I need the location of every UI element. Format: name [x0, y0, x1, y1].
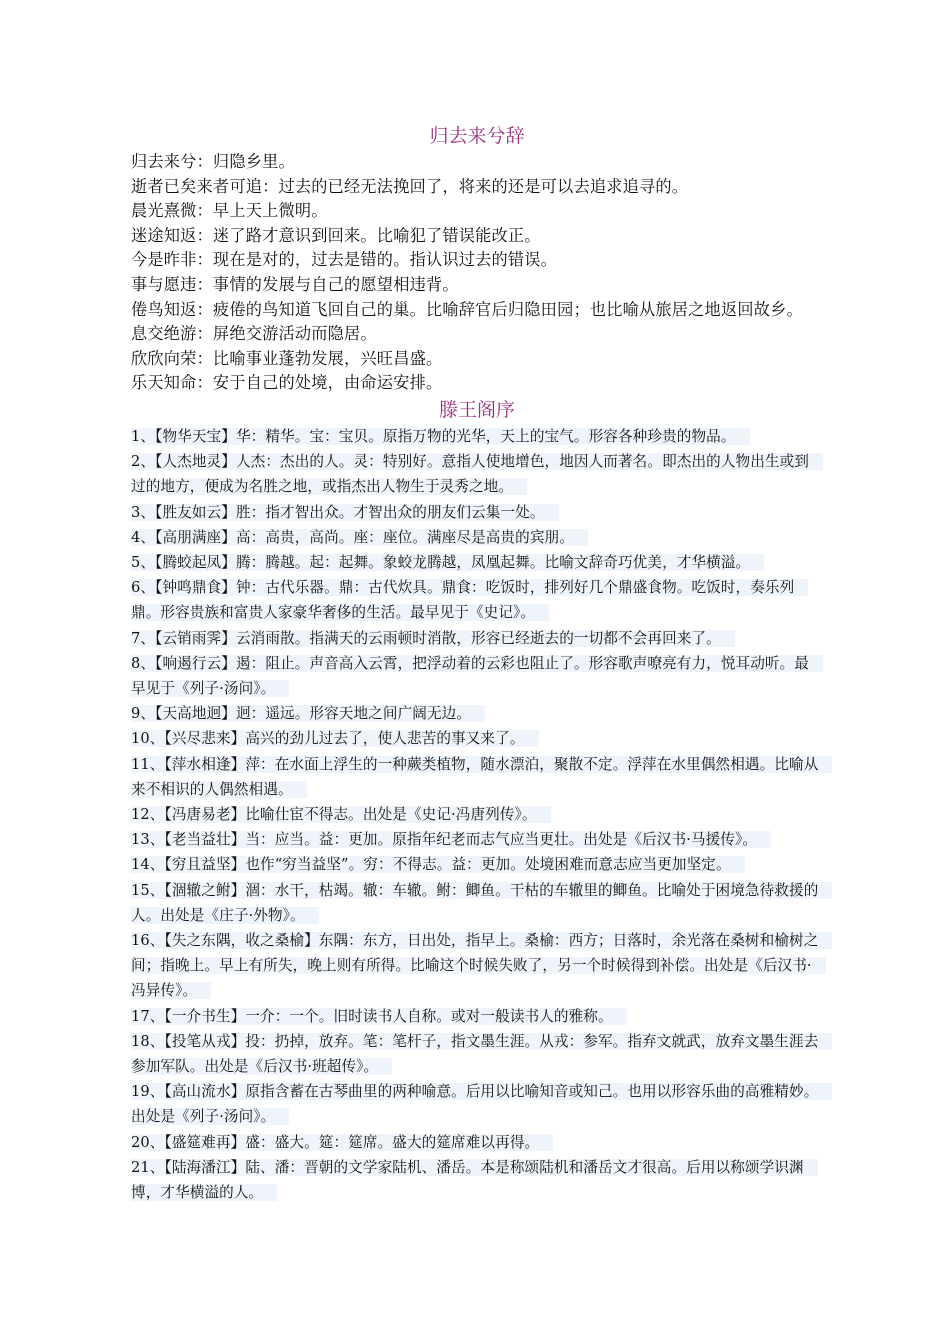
idiom-text: 2、【人杰地灵】人杰：杰出的人。灵：特别好。意指人使地增色，地因人而著名。即杰出的人物出生或到过的地方，便成为名胜之地，或指杰出人物生于灵秀之地。: [131, 453, 823, 495]
idiom-text: 19、【高山流水】原指含蓄在古琴曲里的两种喻意。后用以比喻知音或知己。也用以形容乐曲的高雅精妙。出处是《列子·汤问》。: [131, 1083, 832, 1125]
idiom-entry: [131, 575, 823, 625]
idiom-text: 9、【天高地迥】迥：遥远。形容天地之间广阔无边。: [131, 705, 485, 722]
idiom-text: 7、【云销雨霁】云消雨散。指满天的云雨顿时消散，形容已经逝去的一切都不会再回来了。: [131, 630, 735, 647]
idiom-entry: [131, 1079, 823, 1129]
idiom-text: 4、【高朋满座】高：高贵，高尚。座：座位。满座尽是高贵的宾朋。: [131, 529, 588, 546]
idiom-entry: [131, 726, 823, 751]
idiom-entry: [131, 802, 823, 827]
idiom-entry: [131, 1029, 823, 1079]
idiom-entry: [131, 852, 823, 877]
glossary-line: 晨光熹微：早上天上微明。: [131, 201, 328, 221]
idiom-entry: [131, 525, 823, 550]
glossary-line: 逝者已矣来者可追：过去的已经无法挽回了，将来的还是可以去追求追寻的。: [131, 176, 689, 196]
glossary-line: 今是昨非：现在是对的，过去是错的。指认识过去的错误。: [131, 250, 558, 270]
idiom-entry: [131, 752, 823, 802]
idiom-text: 3、【胜友如云】胜：指才智出众。才智出众的朋友们云集一处。: [131, 504, 559, 521]
glossary-line: 迷途知返：迷了路才意识到回来。比喻犯了错误能改正。: [131, 225, 541, 245]
tengwanggexu-idioms: [131, 424, 823, 1205]
idiom-text: 10、【兴尽悲来】高兴的劲儿过去了，使人悲苦的事又来了。: [131, 730, 539, 747]
glossary-line: 息交绝游：屏绝交游活动而隐居。: [131, 324, 377, 344]
idiom-text: 6、【钟鸣鼎食】钟：古代乐器。鼎：古代炊具。鼎食：吃饭时，排列好几个鼎盛食物。吃饭时，奏乐列鼎。形容贵族和富贵人家豪华奢侈的生活。最早见于《史记》。: [131, 579, 808, 621]
section-title-tengwanggexu: 滕王阁序: [438, 398, 515, 421]
idiom-entry: [131, 1155, 823, 1205]
glossary-line: 乐天知命：安于自己的处境，由命运安排。: [131, 373, 443, 393]
idiom-entry: [131, 550, 823, 575]
idiom-text: 21、【陆海潘江】陆、潘：晋朝的文学家陆机、潘岳。本是称颂陆机和潘岳文才很高。后用以称颂学识渊博，才华横溢的人。: [131, 1159, 818, 1201]
glossary-line: 倦鸟知返：疲倦的鸟知道飞回自己的巢。比喻辞官后归隐田园；也比喻从旅居之地返回故乡。: [131, 299, 803, 319]
idiom-text: 11、【萍水相逢】萍：在水面上浮生的一种蕨类植物，随水漂泊，聚散不定。浮萍在水里偶然相遇。比喻从来不相识的人偶然相遇。: [131, 756, 832, 798]
idiom-text: 1、【物华天宝】华：精华。宝：宝贝。原指万物的光华，天上的宝气。形容各种珍贵的物品。: [131, 428, 750, 445]
idiom-entry: [131, 928, 823, 1004]
idiom-entry: [131, 626, 823, 651]
idiom-entry: [131, 424, 823, 449]
idiom-text: 14、【穷且益坚】也作“穷当益坚”。穷：不得志。益：更加。处境困难而意志应当更加坚定。: [131, 856, 745, 873]
glossary-line: 归去来兮：归隐乡里。: [131, 152, 295, 171]
idiom-entry: [131, 827, 823, 852]
idiom-text: 20、【盛筵难再】盛：盛大。筵：筵席。盛大的筵席难以再得。: [131, 1134, 553, 1151]
idiom-text: 13、【老当益壮】当：应当。益：更加。原指年纪老而志气应当更壮。出处是《后汉书·马援传》。: [131, 831, 771, 848]
idiom-entry: [131, 878, 823, 928]
idiom-text: 12、【冯唐易老】比喻仕宦不得志。出处是《史记·冯唐列传》。: [131, 806, 551, 823]
idiom-text: 16、【失之东隅，收之桑榆】东隅：东方，日出处，指早上。桑榆：西方；日落时，余光落在桑树和榆树之间；指晚上。早上有所失，晚上则有所得。比喻这个时候失败了，另一个时候得到补偿。出处是《后汉书·冯异传》。: [131, 932, 832, 999]
idiom-entry: [131, 500, 823, 525]
guiqulaixici-glossary: [131, 150, 823, 396]
idiom-entry: [131, 449, 823, 499]
idiom-entry: [131, 1130, 823, 1155]
document-content: [131, 122, 823, 1205]
section-title-guiqulaixici: 归去来兮辞: [429, 125, 525, 147]
idiom-text: 17、【一介书生】一介：一个。旧时读书人自称。或对一般读书人的雅称。: [131, 1008, 627, 1025]
idiom-entry: [131, 651, 823, 701]
idiom-entry: [131, 1004, 823, 1029]
idiom-text: 8、【响遏行云】遏：阻止。声音高入云霄，把浮动着的云彩也阻止了。形容歌声嘹亮有力，悦耳动听。最早见于《列子·汤问》。: [131, 655, 823, 697]
idiom-text: 15、【涸辙之鲋】涸：水干，枯竭。辙：车辙。鲋：鲫鱼。干枯的车辙里的鲫鱼。比喻处于困境急待救援的人。出处是《庄子·外物》。: [131, 882, 832, 924]
glossary-line: 欣欣向荣：比喻事业蓬勃发展，兴旺昌盛。: [131, 348, 443, 368]
idiom-text: 5、【腾蛟起凤】腾：腾越。起：起舞。象蛟龙腾越，凤凰起舞。比喻文辞奇巧优美，才华横溢。: [131, 554, 764, 571]
idiom-text: 18、【投笔从戎】投：扔掉，放弃。笔：笔杆子，指文墨生涯。从戎：参军。指弃文就武，放弃文墨生涯去参加军队。出处是《后汉书·班超传》。: [131, 1033, 832, 1075]
glossary-line: 事与愿违：事情的发展与自己的愿望相违背。: [131, 274, 459, 294]
idiom-entry: [131, 701, 823, 726]
